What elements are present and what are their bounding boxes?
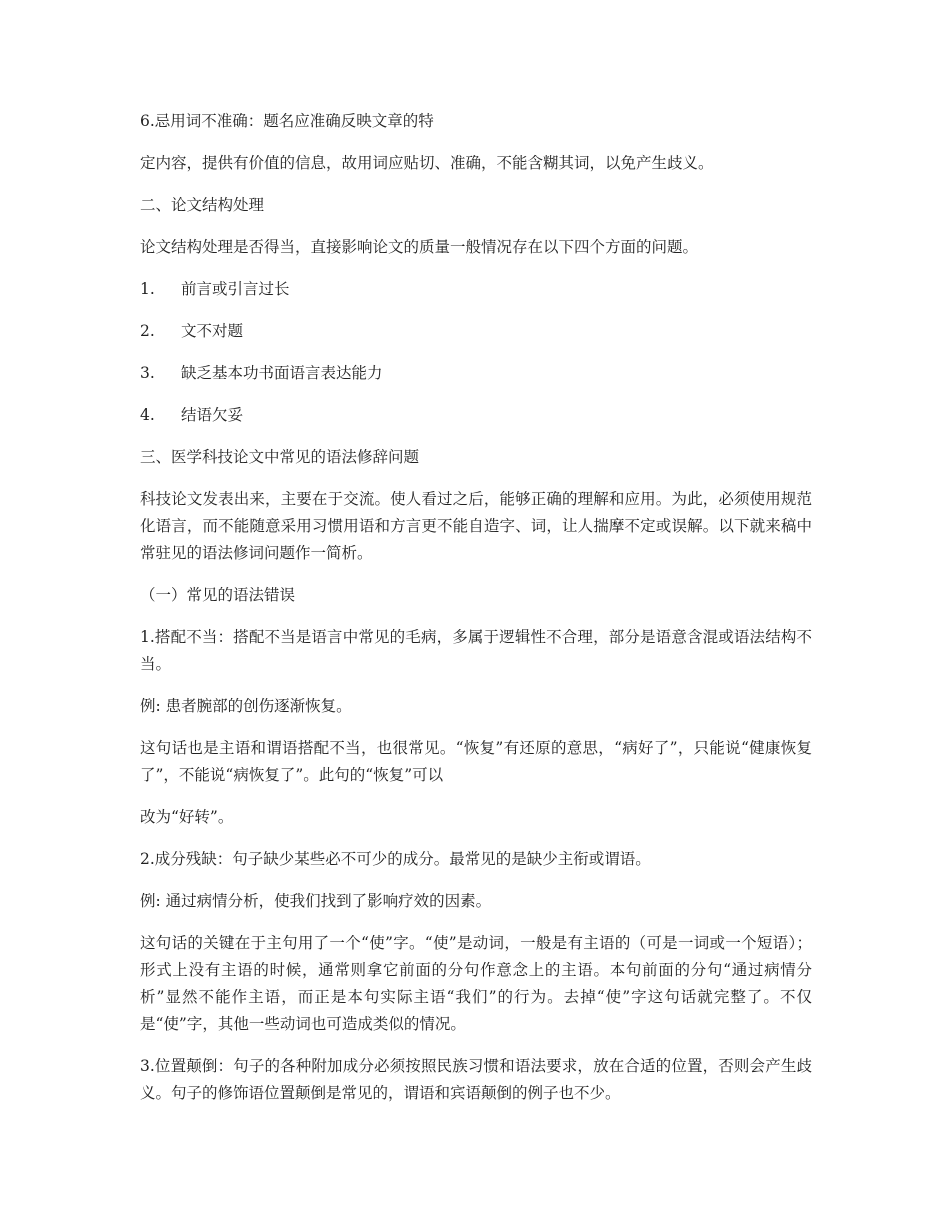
- subsection-heading-1: （一）常见的语法错误: [140, 586, 296, 604]
- paragraph-structure-intro: 论文结构处理是否得当，直接影响论文的质量一般情况存在以下四个方面的问题。: [140, 238, 699, 256]
- paragraph-missing-component: 2.成分残缺：句子缺少某些必不可少的成分。最常见的是缺少主衔或谓语。: [140, 850, 651, 868]
- list-item-text: 文不对题: [181, 322, 244, 340]
- paragraph-example-1-explain: 这句话也是主语和谓语搭配不当，也很常见。“恢复”有还原的意思，“病好了”，只能说“健康恢复了”，不能说“病恢复了”。此句的“恢复”可以: [140, 739, 812, 784]
- paragraph-title-rule-6: 6.忌用词不准确：题名应准确反映文章的特: [140, 112, 434, 130]
- list-item-text: 结语欠妥: [181, 406, 244, 424]
- list-item-number: 1.: [140, 280, 155, 298]
- paragraph-collocation: 1.搭配不当：搭配不当是语言中常见的毛病，多属于逻辑性不合理，部分是语意含混或语法结构不当。: [140, 628, 812, 673]
- list-item-number: 2.: [140, 322, 155, 340]
- section-heading-2: 二、论文结构处理: [140, 196, 265, 214]
- section-heading-3: 三、医学科技论文中常见的语法修辞问题: [140, 448, 420, 466]
- paragraph-word-order: 3.位置颠倒：句子的各种附加成分必须按照民族习惯和语法要求，放在合适的位置，否则会产生歧义。句子的修饰语位置颠倒是常见的，谓语和宾语颠倒的例子也不少。: [140, 1057, 812, 1102]
- list-item-number: 3.: [140, 364, 155, 382]
- list-item: [140, 360, 812, 387]
- paragraph-example-1-fix: 改为“好转”。: [140, 808, 234, 826]
- list-item: [140, 318, 812, 345]
- example-2: 例: 通过病情分析，使我们找到了影响疗效的因素。: [140, 892, 492, 910]
- paragraph-grammar-intro: 科技论文发表出来，主要在于交流。使人看过之后，能够正确的理解和应用。为此，必须使用规范化语言，而不能随意采用习惯用语和方言更不能自造字、词，让人揣摩不定或误解。以下就来稿中常驻见的语法修词问题作一简析。: [140, 490, 812, 562]
- list-item: [140, 402, 812, 429]
- list-item: [140, 276, 812, 303]
- list-item-text: 缺乏基本功书面语言表达能力: [181, 364, 383, 382]
- list-item-text: 前言或引言过长: [181, 280, 290, 298]
- document-page: [140, 108, 812, 1122]
- paragraph-title-rule-6-cont: 定内容，提供有价值的信息，故用词应贴切、准确，不能含糊其词，以免产生歧义。: [140, 154, 714, 172]
- paragraph-example-2-explain: 这句话的关键在于主句用了一个“使”字。“使”是动词，一般是有主语的（可是一词或一个短语）；形式上没有主语的时候，通常则拿它前面的分句作意念上的主语。本句前面的分句“通过病情分析”显然不能作主语，而正是本句实际主语“我们”的行为。去掉“使”字这句话就完整了。不仅是“使”字，其他一些动词也可造成类似的情况。: [140, 934, 812, 1033]
- list-item-number: 4.: [140, 406, 155, 424]
- example-1: 例: 患者腕部的创伤逐渐恢复。: [140, 697, 352, 715]
